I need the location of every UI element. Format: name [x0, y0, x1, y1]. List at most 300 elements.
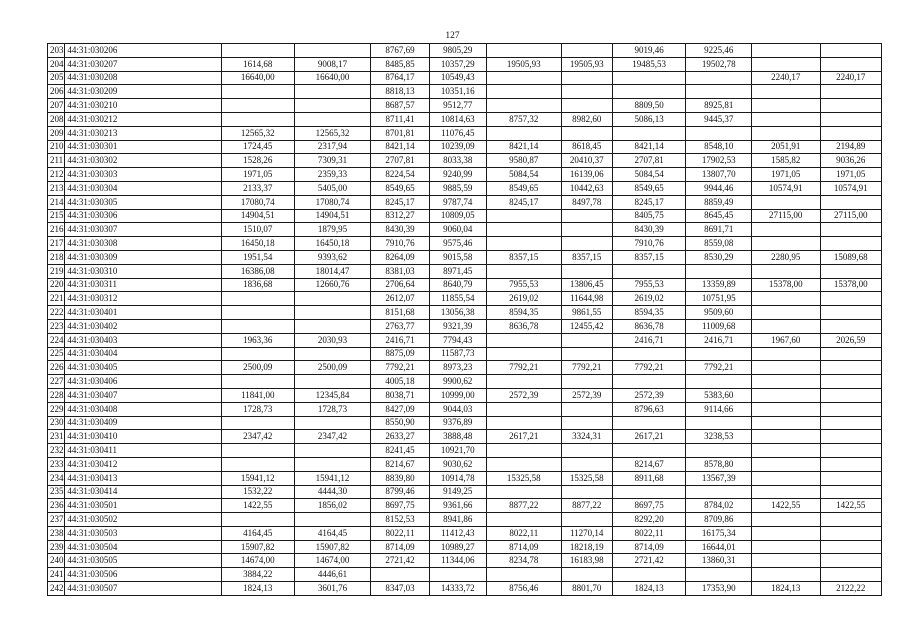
row-number-cell: 239: [48, 540, 65, 554]
value-cell: 10357,29: [429, 57, 486, 71]
value-cell: 4005,18: [371, 375, 429, 389]
value-cell: 9885,59: [429, 181, 486, 195]
value-cell: 9944,46: [686, 181, 751, 195]
value-cell: [820, 375, 882, 389]
row-number-cell: 206: [48, 85, 65, 99]
value-cell: [612, 264, 686, 278]
value-cell: 2617,21: [486, 430, 561, 444]
value-cell: 2030,93: [294, 333, 371, 347]
value-cell: [751, 237, 820, 251]
cadastral-number-cell: 44:31:030401: [65, 306, 222, 320]
value-cell: 9060,04: [429, 223, 486, 237]
value-cell: [751, 57, 820, 71]
value-cell: 2633,27: [371, 430, 429, 444]
cadastral-number-cell: 44:31:030311: [65, 278, 222, 292]
table-row: [48, 375, 882, 389]
value-cell: [820, 195, 882, 209]
value-cell: [612, 347, 686, 361]
row-number-cell: 229: [48, 402, 65, 416]
value-cell: 8971,45: [429, 264, 486, 278]
value-cell: [612, 485, 686, 499]
value-cell: 15907,82: [221, 540, 294, 554]
value-cell: 8214,67: [371, 457, 429, 471]
value-cell: 8559,08: [686, 237, 751, 251]
value-cell: 16183,98: [561, 554, 612, 568]
value-cell: 8549,65: [612, 181, 686, 195]
value-cell: 1971,05: [751, 168, 820, 182]
value-cell: 11412,43: [429, 526, 486, 540]
row-number-cell: 223: [48, 319, 65, 333]
value-cell: 2347,42: [221, 430, 294, 444]
value-cell: 14333,72: [429, 582, 486, 596]
value-cell: [820, 485, 882, 499]
value-cell: 8292,20: [612, 513, 686, 527]
value-cell: 2721,42: [371, 554, 429, 568]
value-cell: 1971,05: [221, 168, 294, 182]
value-cell: [561, 264, 612, 278]
table-row: [48, 181, 882, 195]
value-cell: [294, 457, 371, 471]
value-cell: 8594,35: [486, 306, 561, 320]
value-cell: [751, 485, 820, 499]
value-cell: 9575,46: [429, 237, 486, 251]
table-row: [48, 333, 882, 347]
value-cell: 8911,68: [612, 471, 686, 485]
value-cell: [486, 237, 561, 251]
value-cell: 2500,09: [221, 361, 294, 375]
value-cell: 4446,61: [294, 568, 371, 582]
value-cell: 8709,86: [686, 513, 751, 527]
table-row: [48, 44, 882, 58]
row-number-cell: 240: [48, 554, 65, 568]
value-cell: 5086,13: [612, 112, 686, 126]
table-row: [48, 485, 882, 499]
value-cell: 11841,00: [221, 388, 294, 402]
row-number-cell: 224: [48, 333, 65, 347]
value-cell: 8941,86: [429, 513, 486, 527]
value-cell: [751, 361, 820, 375]
table-row: [48, 264, 882, 278]
value-cell: 1724,45: [221, 140, 294, 154]
value-cell: [751, 388, 820, 402]
row-number-cell: 241: [48, 568, 65, 582]
value-cell: [820, 526, 882, 540]
cadastral-number-cell: 44:31:030502: [65, 513, 222, 527]
row-number-cell: 231: [48, 430, 65, 444]
table-row: [48, 582, 882, 596]
value-cell: 8640,79: [429, 278, 486, 292]
value-cell: 15325,58: [486, 471, 561, 485]
value-cell: [221, 444, 294, 458]
value-cell: [820, 402, 882, 416]
table-row: [48, 209, 882, 223]
value-cell: 10914,78: [429, 471, 486, 485]
row-number-cell: 216: [48, 223, 65, 237]
value-cell: [820, 126, 882, 140]
value-cell: 8421,14: [486, 140, 561, 154]
table-body: [48, 44, 882, 596]
value-cell: [294, 319, 371, 333]
table-row: [48, 154, 882, 168]
value-cell: 16450,18: [294, 237, 371, 251]
cadastral-number-cell: 44:31:030207: [65, 57, 222, 71]
value-cell: [820, 388, 882, 402]
table-row: [48, 499, 882, 513]
value-cell: 8809,50: [612, 99, 686, 113]
value-cell: 11344,06: [429, 554, 486, 568]
value-cell: 9361,66: [429, 499, 486, 513]
value-cell: 1824,13: [221, 582, 294, 596]
value-cell: [686, 126, 751, 140]
value-cell: [820, 361, 882, 375]
value-cell: 8714,09: [486, 540, 561, 554]
value-cell: 14674,00: [221, 554, 294, 568]
value-cell: [820, 416, 882, 430]
value-cell: 8347,03: [371, 582, 429, 596]
value-cell: 2619,02: [612, 292, 686, 306]
value-cell: [561, 333, 612, 347]
row-number-cell: 208: [48, 112, 65, 126]
value-cell: [561, 513, 612, 527]
value-cell: 7910,76: [371, 237, 429, 251]
row-number-cell: 210: [48, 140, 65, 154]
value-cell: [561, 237, 612, 251]
value-cell: 9321,39: [429, 319, 486, 333]
value-cell: 2240,17: [751, 71, 820, 85]
value-cell: [561, 485, 612, 499]
value-cell: 8839,80: [371, 471, 429, 485]
value-cell: [221, 85, 294, 99]
value-cell: 8982,60: [561, 112, 612, 126]
value-cell: 8801,70: [561, 582, 612, 596]
cadastral-number-cell: 44:31:030414: [65, 485, 222, 499]
value-cell: [751, 85, 820, 99]
value-cell: [561, 209, 612, 223]
table-row: [48, 540, 882, 554]
value-cell: 8636,78: [612, 319, 686, 333]
value-cell: 2572,39: [486, 388, 561, 402]
value-cell: [294, 292, 371, 306]
value-cell: 9580,87: [486, 154, 561, 168]
value-cell: 9030,62: [429, 457, 486, 471]
value-cell: 8714,09: [612, 540, 686, 554]
value-cell: 2280,95: [751, 250, 820, 264]
cadastral-number-cell: 44:31:030410: [65, 430, 222, 444]
value-cell: 10442,63: [561, 181, 612, 195]
value-cell: 7910,76: [612, 237, 686, 251]
value-cell: 3238,53: [686, 430, 751, 444]
value-cell: [751, 416, 820, 430]
table-row: [48, 388, 882, 402]
value-cell: 13056,38: [429, 306, 486, 320]
value-cell: 8312,27: [371, 209, 429, 223]
table-row: [48, 126, 882, 140]
value-cell: [751, 44, 820, 58]
cadastral-number-cell: 44:31:030408: [65, 402, 222, 416]
value-cell: 12455,42: [561, 319, 612, 333]
value-cell: [221, 513, 294, 527]
value-cell: [486, 209, 561, 223]
value-cell: 10574,91: [820, 181, 882, 195]
value-cell: 15089,68: [820, 250, 882, 264]
value-cell: [294, 375, 371, 389]
value-cell: 18218,19: [561, 540, 612, 554]
row-number-cell: 212: [48, 168, 65, 182]
value-cell: 12660,76: [294, 278, 371, 292]
value-cell: 2707,81: [612, 154, 686, 168]
value-cell: 10351,16: [429, 85, 486, 99]
value-cell: [751, 540, 820, 554]
value-cell: [686, 444, 751, 458]
table-row: [48, 140, 882, 154]
value-cell: 12565,32: [294, 126, 371, 140]
row-number-cell: 215: [48, 209, 65, 223]
value-cell: 19505,93: [561, 57, 612, 71]
value-cell: 1836,68: [221, 278, 294, 292]
value-cell: [221, 457, 294, 471]
value-cell: [612, 416, 686, 430]
value-cell: 7794,43: [429, 333, 486, 347]
value-cell: 2416,71: [612, 333, 686, 347]
value-cell: 8594,35: [612, 306, 686, 320]
cadastral-number-cell: 44:31:030305: [65, 195, 222, 209]
value-cell: [751, 554, 820, 568]
cadastral-number-cell: 44:31:030505: [65, 554, 222, 568]
value-cell: 1967,60: [751, 333, 820, 347]
value-cell: 2617,21: [612, 430, 686, 444]
value-cell: [751, 264, 820, 278]
value-cell: 9445,37: [686, 112, 751, 126]
value-cell: 2500,09: [294, 361, 371, 375]
value-cell: 9376,89: [429, 416, 486, 430]
value-cell: 2051,91: [751, 140, 820, 154]
table-row: [48, 513, 882, 527]
table-row: [48, 99, 882, 113]
value-cell: 10574,91: [751, 181, 820, 195]
value-cell: [612, 444, 686, 458]
cadastral-number-cell: 44:31:030507: [65, 582, 222, 596]
table-row: [48, 568, 882, 582]
value-cell: [561, 402, 612, 416]
value-cell: [486, 513, 561, 527]
value-cell: 19505,93: [486, 57, 561, 71]
value-cell: 5084,54: [486, 168, 561, 182]
value-cell: 11644,98: [561, 292, 612, 306]
value-cell: 8877,22: [561, 499, 612, 513]
value-cell: [686, 71, 751, 85]
value-cell: [820, 457, 882, 471]
table-row: [48, 195, 882, 209]
value-cell: 2721,42: [612, 554, 686, 568]
cadastral-number-cell: 44:31:030212: [65, 112, 222, 126]
value-cell: 16386,08: [221, 264, 294, 278]
table-row: [48, 526, 882, 540]
value-cell: 8697,75: [612, 499, 686, 513]
table-row: [48, 444, 882, 458]
value-cell: [820, 444, 882, 458]
cadastral-number-cell: 44:31:030407: [65, 388, 222, 402]
cadastral-number-cell: 44:31:030411: [65, 444, 222, 458]
value-cell: 8757,32: [486, 112, 561, 126]
value-cell: 11009,68: [686, 319, 751, 333]
value-cell: [751, 319, 820, 333]
value-cell: [561, 223, 612, 237]
value-cell: 17353,90: [686, 582, 751, 596]
table-row: [48, 278, 882, 292]
cadastral-number-cell: 44:31:030506: [65, 568, 222, 582]
value-cell: 3884,22: [221, 568, 294, 582]
value-cell: [294, 85, 371, 99]
value-cell: 10814,63: [429, 112, 486, 126]
table-row: [48, 112, 882, 126]
cadastral-number-cell: 44:31:030210: [65, 99, 222, 113]
row-number-cell: 242: [48, 582, 65, 596]
value-cell: 10239,09: [429, 140, 486, 154]
value-cell: 8764,17: [371, 71, 429, 85]
value-cell: [486, 85, 561, 99]
row-number-cell: 230: [48, 416, 65, 430]
value-cell: 7792,21: [371, 361, 429, 375]
value-cell: [612, 85, 686, 99]
value-cell: 9861,55: [561, 306, 612, 320]
value-cell: 8022,11: [371, 526, 429, 540]
row-number-cell: 234: [48, 471, 65, 485]
value-cell: 8405,75: [612, 209, 686, 223]
value-cell: 8421,14: [612, 140, 686, 154]
value-cell: [561, 85, 612, 99]
value-cell: 11587,73: [429, 347, 486, 361]
value-cell: 8241,45: [371, 444, 429, 458]
value-cell: 9805,29: [429, 44, 486, 58]
value-cell: 16640,00: [221, 71, 294, 85]
value-cell: [294, 513, 371, 527]
value-cell: 13806,45: [561, 278, 612, 292]
value-cell: [486, 444, 561, 458]
value-cell: [561, 126, 612, 140]
value-cell: 7792,21: [612, 361, 686, 375]
value-cell: 8245,17: [486, 195, 561, 209]
value-cell: 8973,23: [429, 361, 486, 375]
value-cell: [751, 444, 820, 458]
row-number-cell: 226: [48, 361, 65, 375]
value-cell: [221, 44, 294, 58]
value-cell: [561, 44, 612, 58]
value-cell: [486, 568, 561, 582]
value-cell: 8925,81: [686, 99, 751, 113]
value-cell: [686, 347, 751, 361]
value-cell: [221, 347, 294, 361]
value-cell: 11270,14: [561, 526, 612, 540]
value-cell: 12565,32: [221, 126, 294, 140]
value-cell: 7792,21: [561, 361, 612, 375]
value-cell: [686, 568, 751, 582]
row-number-cell: 233: [48, 457, 65, 471]
value-cell: 17080,74: [221, 195, 294, 209]
value-cell: 13359,89: [686, 278, 751, 292]
value-cell: [751, 126, 820, 140]
value-cell: [221, 306, 294, 320]
value-cell: [751, 457, 820, 471]
value-cell: 1532,22: [221, 485, 294, 499]
value-cell: 13807,70: [686, 168, 751, 182]
value-cell: [294, 347, 371, 361]
table-row: [48, 292, 882, 306]
value-cell: 8701,81: [371, 126, 429, 140]
value-cell: 8022,11: [612, 526, 686, 540]
row-number-cell: 217: [48, 237, 65, 251]
value-cell: 2572,39: [612, 388, 686, 402]
value-cell: [820, 568, 882, 582]
value-cell: [486, 402, 561, 416]
value-cell: [294, 444, 371, 458]
value-cell: 9036,26: [820, 154, 882, 168]
value-cell: 8549,65: [371, 181, 429, 195]
value-cell: [486, 264, 561, 278]
cadastral-number-cell: 44:31:030403: [65, 333, 222, 347]
row-number-cell: 236: [48, 499, 65, 513]
value-cell: [486, 333, 561, 347]
table-row: [48, 471, 882, 485]
cadastral-number-cell: 44:31:030302: [65, 154, 222, 168]
table-row: [48, 57, 882, 71]
cadastral-number-cell: 44:31:030310: [65, 264, 222, 278]
value-cell: 8151,68: [371, 306, 429, 320]
value-cell: 1824,13: [612, 582, 686, 596]
value-cell: 12345,84: [294, 388, 371, 402]
value-cell: 9044,03: [429, 402, 486, 416]
value-cell: [561, 71, 612, 85]
value-cell: [294, 112, 371, 126]
value-cell: 9114,66: [686, 402, 751, 416]
value-cell: [820, 264, 882, 278]
value-cell: [294, 416, 371, 430]
value-cell: 8224,54: [371, 168, 429, 182]
value-cell: 10809,05: [429, 209, 486, 223]
value-cell: [820, 112, 882, 126]
value-cell: [561, 568, 612, 582]
value-cell: 14904,51: [294, 209, 371, 223]
value-cell: 16450,18: [221, 237, 294, 251]
value-cell: [612, 375, 686, 389]
value-cell: 5405,00: [294, 181, 371, 195]
value-cell: 8245,17: [612, 195, 686, 209]
value-cell: 9019,46: [612, 44, 686, 58]
value-cell: 19502,78: [686, 57, 751, 71]
value-cell: [561, 99, 612, 113]
value-cell: 8687,57: [371, 99, 429, 113]
value-cell: 16175,34: [686, 526, 751, 540]
cadastral-number-cell: 44:31:030209: [65, 85, 222, 99]
value-cell: 8245,17: [371, 195, 429, 209]
value-cell: 8549,65: [486, 181, 561, 195]
value-cell: 15941,12: [294, 471, 371, 485]
value-cell: 8530,29: [686, 250, 751, 264]
value-cell: [751, 513, 820, 527]
value-cell: 8550,90: [371, 416, 429, 430]
cadastral-number-cell: 44:31:030503: [65, 526, 222, 540]
value-cell: 14674,00: [294, 554, 371, 568]
value-cell: 3324,31: [561, 430, 612, 444]
value-cell: 9787,74: [429, 195, 486, 209]
cadastral-value-table: [47, 43, 882, 596]
value-cell: 3601,76: [294, 582, 371, 596]
row-number-cell: 204: [48, 57, 65, 71]
value-cell: [751, 99, 820, 113]
value-cell: [820, 292, 882, 306]
value-cell: 1856,02: [294, 499, 371, 513]
value-cell: [486, 71, 561, 85]
row-number-cell: 221: [48, 292, 65, 306]
